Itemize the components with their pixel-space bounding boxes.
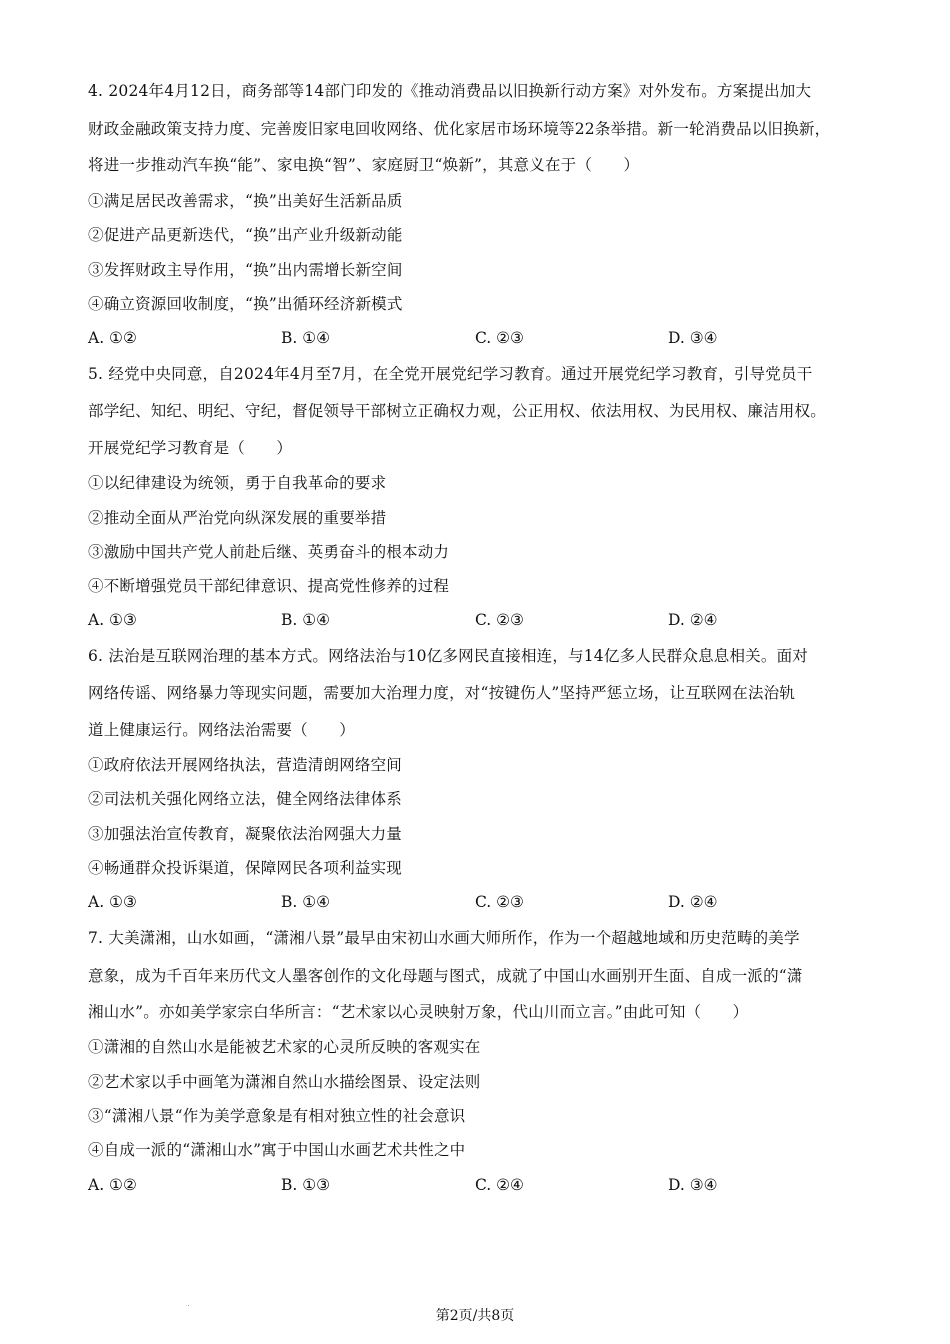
statement: ①潇湘的自然山水是能被艺术家的心灵所反映的客观实在 [88, 1038, 481, 1056]
option-d: D. ②④ [668, 611, 718, 629]
option-c: C. ②③ [475, 611, 524, 629]
question-stem-line: 财政金融政策支持力度、完善废旧家电回收网络、优化家居市场环境等22条举措。新一轮消费品以旧换新， [88, 120, 831, 138]
option-b: B. ①④ [281, 329, 331, 347]
statement: ②艺术家以手中画笔为潇湘自然山水描绘图景、设定法则 [88, 1073, 481, 1091]
statement: ④不断增强党员干部纪律意识、提高党性修养的过程 [88, 577, 450, 595]
statement: ④确立资源回收制度，“换”出循环经济新模式 [88, 295, 403, 313]
option-d: D. ②④ [668, 893, 718, 911]
question-stem-line: 5. 经党中央同意，自2024年4月至7月，在全党开展党纪学习教育。通过开展党纪学习教育，引导党员干 [88, 365, 813, 383]
option-d: D. ③④ [668, 329, 718, 347]
statement: ③加强法治宣传教育，凝聚依法治网强大力量 [88, 825, 403, 843]
question-stem-line: 意象，成为千百年来历代文人墨客创作的文化母题与图式，成就了中国山水画别开生面、自成一派的“潇 [88, 967, 803, 985]
option-d: D. ③④ [668, 1176, 718, 1194]
option-c: C. ②③ [475, 329, 524, 347]
option-c: C. ②③ [475, 893, 524, 911]
statement: ④畅通群众投诉渠道，保障网民各项利益实现 [88, 859, 403, 877]
statement: ①满足居民改善需求，“换”出美好生活新品质 [88, 192, 403, 210]
option-a: A. ①② [88, 329, 137, 347]
question-stem-line: 将进一步推动汽车换“能”、家电换“智”、家庭厨卫“焕新”，其意义在于（ ） [88, 156, 640, 174]
question-stem-line: 部学纪、知纪、明纪、守纪，督促领导干部树立正确权力观，公正用权、依法用权、为民用权、廉洁用权。 [88, 402, 826, 420]
statement: ①政府依法开展网络执法，营造清朗网络空间 [88, 756, 403, 774]
option-b: B. ①④ [281, 611, 331, 629]
option-c: C. ②④ [475, 1176, 524, 1194]
question-stem-line: 开展党纪学习教育是（ ） [88, 439, 293, 457]
statement: ②推动全面从严治党向纵深发展的重要举措 [88, 509, 387, 527]
statement: ②司法机关强化网络立法，健全网络法律体系 [88, 790, 403, 808]
statement: ④自成一派的“潇湘山水”寓于中国山水画艺术共性之中 [88, 1141, 466, 1159]
question-stem-line: 道上健康运行。网络法治需要（ ） [88, 721, 355, 739]
question-stem-line: 网络传谣、网络暴力等现实问题，需要加大治理力度，对“按键伤人”坚持严惩立场，让互联网在法治轨 [88, 684, 796, 702]
statement: ③激励中国共产党人前赴后继、英勇奋斗的根本动力 [88, 543, 450, 561]
option-a: A. ①③ [88, 611, 137, 629]
statement: ③“潇湘八景“作为美学意象是有相对独立性的社会意识 [88, 1107, 466, 1125]
question-stem-line: 4. 2024年4月12日，商务部等14部门印发的《推动消费品以旧换新行动方案》对外发布。方案提出加大 [88, 82, 812, 100]
question-stem-line: 湘山水”。亦如美学家宗白华所言：“艺术家以心灵映射万象，代山川而立言。”由此可知（ ） [88, 1003, 749, 1021]
option-a: A. ①② [88, 1176, 137, 1194]
statement: ③发挥财政主导作用，“换”出内需增长新空间 [88, 261, 403, 279]
question-stem-line: 6. 法治是互联网治理的基本方式。网络法治与10亿多网民直接相连，与14亿多人民群众息息相关。面对 [88, 647, 808, 665]
page-footer: 第2页/共8页 [435, 1308, 515, 1324]
option-a: A. ①③ [88, 893, 137, 911]
statement: ②促进产品更新迭代，“换”出产业升级新动能 [88, 226, 403, 244]
question-stem-line: 7. 大美潇湘，山水如画，“潇湘八景”最早由宋初山水画大师所作，作为一个超越地域和历史范畴的美学 [88, 929, 800, 947]
option-b: B. ①③ [281, 1176, 331, 1194]
statement: ①以纪律建设为统领，勇于自我革命的要求 [88, 474, 387, 492]
option-b: B. ①④ [281, 893, 331, 911]
scan-speck [188, 1305, 189, 1306]
